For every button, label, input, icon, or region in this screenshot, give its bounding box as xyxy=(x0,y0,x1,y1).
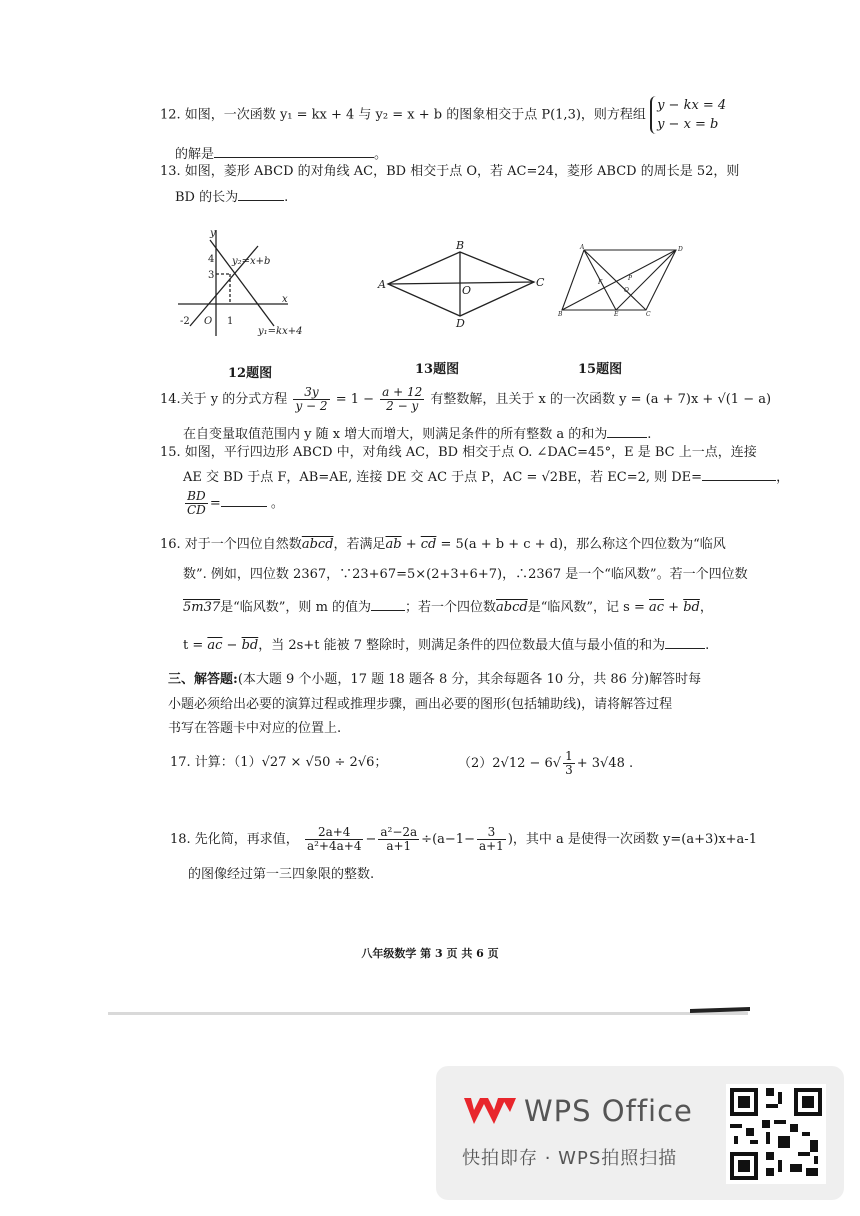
point-p: P xyxy=(628,275,633,282)
q12-line2 xyxy=(175,143,387,164)
point-o: O xyxy=(624,287,629,294)
q17-part2 xyxy=(458,750,633,777)
point-e: E xyxy=(614,311,619,318)
q16-t7: ， xyxy=(699,600,713,615)
q16-t6: 是“临风数”，记 s = xyxy=(527,600,649,615)
diagonal-bd xyxy=(562,250,676,310)
q14-lead: 14.关于 y 的分式方程 xyxy=(160,392,288,407)
q15-answer-blank1 xyxy=(702,466,776,481)
q18-tail: ，其中 a 是使得一次函数 y=(a+3)x+a-1 xyxy=(512,832,757,847)
wps-watermark xyxy=(436,1066,844,1200)
tick-neg2: -2 xyxy=(180,316,190,327)
q16-t8: t = xyxy=(183,638,208,653)
q16-line2: 数”. 例如，四位数 2367，∵23+67=5×(2+3+6+7)，∴2367 是一个“临风数”。若一个四位数 xyxy=(183,567,748,582)
q14-f2-den: 2 − y xyxy=(386,399,419,413)
q17-p2a: （2）2√12 − 6√ xyxy=(458,756,562,771)
q16-ov-ab: $\overline{ab}$ xyxy=(385,537,402,552)
q15-end2: 。 xyxy=(270,496,284,511)
point-f: F xyxy=(598,279,603,286)
q18-line2: 的图像经过第一三四象限的整数. xyxy=(188,867,375,882)
q12-eq2: y − x = b xyxy=(657,117,719,132)
q17-part1: 17. 计算：（1）√27 × √50 ÷ 2√6； xyxy=(170,755,388,770)
q18-line1 xyxy=(170,826,757,853)
page-footer: 八年级数学 第 3 页 共 6 页 xyxy=(361,947,499,960)
q18-f1-num: 2a+4 xyxy=(305,826,364,840)
q14-f2-num: a + 12 xyxy=(382,385,423,399)
q18-paren-a: (a−1− xyxy=(432,832,475,847)
q18-fraction3 xyxy=(477,826,506,853)
figure-13-caption: 13题图 xyxy=(415,362,460,377)
figure-13-rhombus xyxy=(376,238,546,332)
figure-12-graph xyxy=(170,226,310,346)
q18-div: ÷ xyxy=(421,832,433,847)
point-b: B xyxy=(456,239,465,252)
wps-logo-icon xyxy=(462,1094,518,1128)
label-y1: y₁=kx+4 xyxy=(258,326,303,337)
q17-f-num: 1 xyxy=(565,749,573,763)
point-a: A xyxy=(378,278,386,291)
q16-minus: − xyxy=(222,638,242,653)
section3-text1: (本大题 9 个小题，17 题 18 题各 8 分，其余每题各 10 分，共 86 分)解答时每 xyxy=(237,672,702,687)
q14-f1-den: y − 2 xyxy=(295,399,328,413)
q18-f2-den: a+1 xyxy=(386,839,412,853)
q16-end: . xyxy=(705,638,710,653)
line-y1 xyxy=(210,240,274,326)
q15-eq: = xyxy=(209,496,221,511)
section3-line2: 小题必须给出必要的演算过程或推理步骤，画出必要的图形(包括辅助线)，请将解答过程 xyxy=(168,697,673,712)
q16-plus1: + xyxy=(401,537,421,552)
q18-f2-num: a²−2a xyxy=(380,825,418,839)
q16-t5: ；若一个四位数 xyxy=(405,600,497,615)
scan-edge xyxy=(108,1012,748,1015)
tick-4: 4 xyxy=(208,254,215,265)
point-o: O xyxy=(462,284,472,297)
q16-line3 xyxy=(183,596,713,617)
figure-15-parallelogram xyxy=(558,246,688,318)
q14-end: . xyxy=(647,427,652,442)
y-axis-label: y xyxy=(210,228,216,239)
q14-line2 xyxy=(183,423,651,444)
q16-t9: ，当 2s+t 能被 7 整除时，则满足条件的四位数最大值与最小值的和为 xyxy=(258,638,666,653)
q18-f3-den: a+1 xyxy=(478,839,504,853)
diagonal-ac xyxy=(584,250,646,310)
q14-fraction2 xyxy=(380,386,424,413)
q18-fraction1 xyxy=(305,826,364,853)
q18-lead: 18. 先化简，再求值， xyxy=(170,832,299,847)
q15-prompt: AE 交 BD 于点 F，AB=AE, 连接 DE 交 AC 于点 P，AC = √2BE，若 EC=2, 则 DE= xyxy=(183,470,703,485)
point-c: C xyxy=(646,311,651,318)
q17-fraction xyxy=(563,750,575,777)
q17-f-den: 3 xyxy=(565,763,573,777)
q14-mid2: 有整数解，且关于 x 的一次函数 y = (a + 7)x + √(1 − a) xyxy=(430,392,772,407)
q17-p2b: + 3√48 . xyxy=(576,756,634,771)
q16-ov-abcd2: abcd xyxy=(496,600,528,615)
figure-15-caption: 15题图 xyxy=(578,362,623,377)
q16-ov-ac2: $\overline{ac}$ xyxy=(207,638,223,653)
q13-line2 xyxy=(175,186,288,207)
q16-ov-cd: $\overline{cd}$ xyxy=(420,537,437,552)
section3-line1 xyxy=(168,671,701,689)
q14-answer-blank xyxy=(607,423,647,438)
q12-answer-prompt: 的解是 xyxy=(175,147,215,162)
q16-ov-ac: $\overline{ac}$ xyxy=(649,600,665,615)
q12-equation-system xyxy=(650,96,726,134)
tick-1: 1 xyxy=(227,316,234,327)
q15-fraction xyxy=(185,490,208,517)
q14-fraction1 xyxy=(293,386,329,413)
q16-ov-5m37: 5m37 xyxy=(183,600,221,615)
q16-plus2: + xyxy=(664,600,684,615)
point-b: B xyxy=(558,311,563,318)
q16-line4 xyxy=(183,634,709,655)
qr-code-icon xyxy=(726,1084,826,1184)
q18-f1-den: a²+4a+4 xyxy=(306,839,362,853)
origin-label: O xyxy=(204,316,213,327)
q13-prompt: BD 的长为 xyxy=(175,190,239,205)
label-y2: y₂=x+b xyxy=(232,256,271,267)
q16-ov-bd: $\overline{bd}$ xyxy=(683,600,700,615)
q13-end: . xyxy=(284,190,289,205)
q13-line1: 13. 如图，菱形 ABCD 的对角线 AC，BD 相交于点 O，若 AC=24，菱形 ABCD 的周长是 52，则 xyxy=(160,164,740,179)
q16-t4: 是“临风数”，则 m 的值为 xyxy=(220,600,372,615)
q12-text: 12. 如图，一次函数 y₁ = kx + 4 与 y₂ = x + b 的图象相交于点 P(1,3)，则方程组 xyxy=(160,107,646,123)
segment-de xyxy=(616,250,676,310)
q14-mid1: = 1 − xyxy=(335,392,375,407)
q16-answer-blank1 xyxy=(371,596,405,611)
point-a: A xyxy=(580,244,585,251)
point-d: D xyxy=(678,246,683,253)
q15-f-num: BD xyxy=(185,490,208,504)
q18-f3-num: 3 xyxy=(477,826,506,840)
q16-ov-abcd: abcd xyxy=(301,537,334,552)
q12-line1 xyxy=(160,96,726,134)
section3-title: 三、解答题: xyxy=(168,672,238,687)
q12-end: 。 xyxy=(374,147,388,162)
section3-line3: 书写在答题卡中对应的位置上. xyxy=(168,721,342,736)
q16-t3: = 5(a + b + c + d)，那么称这个四位数为“临风 xyxy=(436,537,726,552)
diagonal-ac xyxy=(388,282,534,284)
q15-line2 xyxy=(183,466,789,487)
point-c: C xyxy=(536,276,545,289)
q15-f-den: CD xyxy=(187,503,206,517)
q15-line3 xyxy=(183,490,284,517)
q12-eq1: y − kx = 4 xyxy=(657,98,727,113)
q16-t1: 16. 对于一个四位自然数 xyxy=(160,537,302,552)
q14-f1-num: 3y xyxy=(293,386,329,400)
q13-answer-blank xyxy=(238,186,284,201)
point-d: D xyxy=(456,317,465,330)
q12-answer-blank xyxy=(214,143,374,158)
q16-t2: ，若满足 xyxy=(333,537,386,552)
q15-line1: 15. 如图，平行四边形 ABCD 中，对角线 AC，BD 相交于点 O. ∠DAC=45°，E 是 BC 上一点，连接 xyxy=(160,445,757,460)
q15-answer-blank2 xyxy=(221,492,267,507)
q16-answer-blank2 xyxy=(665,634,705,649)
wps-tagline: 快拍即存 · WPS拍照扫描 xyxy=(462,1148,678,1169)
q14-line1 xyxy=(160,386,771,413)
q16-line1 xyxy=(160,536,726,554)
figure-12-caption: 12题图 xyxy=(228,366,273,381)
q18-paren-b: ) xyxy=(507,832,513,847)
q18-fraction2 xyxy=(378,826,419,853)
q16-ov-bd2: $\overline{bd}$ xyxy=(241,638,259,653)
wps-brand: WPS Office xyxy=(524,1094,693,1128)
q15-end1: ， xyxy=(776,470,790,485)
x-axis-label: x xyxy=(282,294,288,305)
q18-minus: − xyxy=(365,832,377,847)
q14-prompt: 在自变量取值范围内 y 随 x 增大而增大，则满足条件的所有整数 a 的和为 xyxy=(183,427,608,442)
tick-3: 3 xyxy=(208,270,215,281)
